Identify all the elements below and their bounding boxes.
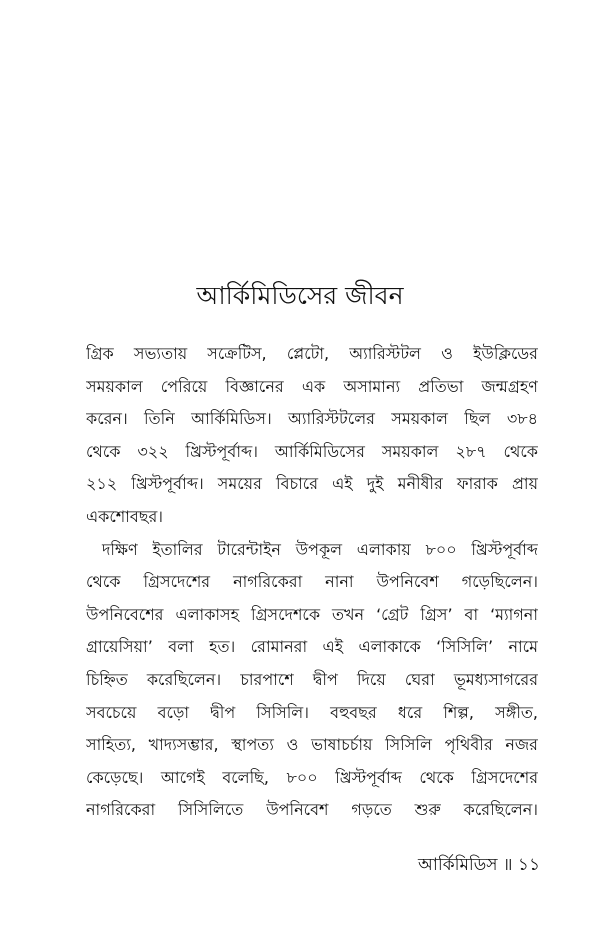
page-footer: আর্কিমিডিস ॥ ১১ [418, 855, 540, 875]
paragraph-2 [86, 534, 538, 827]
text-line: থেকে গ্রিসদেশের নাগরিকেরা নানা উপনিবেশ গড়েছিলেন। [86, 572, 538, 592]
text-line: চিহ্নিত করেছিলেন। চারপাশে দ্বীপ দিয়ে ঘেরা ভূমধ্যসাগরের [86, 669, 538, 689]
text-line: ২১২ খ্রিস্টপূর্বাব্দ। সময়ের বিচারে এই দুই মনীষীর ফারাক প্রায় [86, 474, 538, 494]
body-text [86, 338, 538, 827]
text-line: গ্রিক সভ্যতায় সক্রেটিস, প্লেটো, অ্যারিস্টটল ও ইউক্লিডের [86, 344, 538, 363]
text-line: কেড়েছে। আগেই বলেছি, ৮০০ খ্রিস্টপূর্বাব্দ থেকে গ্রিসদেশের [86, 767, 538, 787]
paragraph-1 [86, 338, 538, 534]
text-line: দক্ষিণ ইতালির টারেন্টাইন উপকূল এলাকায় ৮০০ খ্রিস্টপূর্বাব্দ [102, 539, 538, 559]
text-line: করেন। তিনি আর্কিমিডিস। অ্যারিস্টটলের সময়কাল ছিল ৩৮৪ [86, 409, 538, 429]
text-line: সবচেয়ে বড়ো দ্বীপ সিসিলি। বহুবছর ধরে শিল্প, সঙ্গীত, [86, 702, 538, 722]
text-line: সময়কাল পেরিয়ে বিজ্ঞানের এক অসামান্য প্রতিভা জন্মগ্রহণ [86, 376, 538, 396]
text-line: উপনিবেশের এলাকাসহ গ্রিসদেশকে তখন ‘গ্রেট গ্রিস’ বা ‘ম্যাগনা [86, 604, 538, 624]
text-line: থেকে ৩২২ খ্রিস্টপূর্বাব্দ। আর্কিমিডিসের সময়কাল ২৮৭ থেকে [86, 441, 538, 461]
text-line: একশোবছর। [86, 506, 164, 526]
chapter-title: আর্কিমিডিসের জীবন [196, 281, 404, 310]
text-line: নাগরিকেরা সিসিলিতে উপনিবেশ গড়তে শুরু করেছিলেন। [86, 800, 538, 820]
text-line: সাহিত্য, খাদ্যসম্ভার, স্থাপত্য ও ভাষাচর্চায় সিসিলি পৃথিবীর নজর [86, 735, 538, 755]
text-line: গ্রায়েসিয়া’ বলা হত। রোমানরা এই এলাকাকে ‘সিসিলি’ নামে [86, 637, 538, 657]
